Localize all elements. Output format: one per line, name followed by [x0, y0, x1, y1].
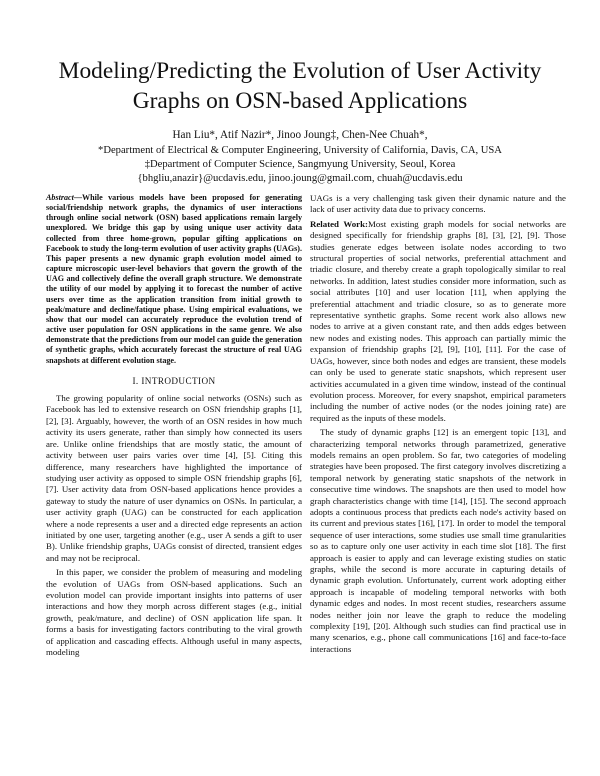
affiliation-ucdavis: *Department of Electrical & Computer Engineering, University of California, Davis, CA, USA [98, 145, 502, 156]
author-emails: {bhgliu,anazir}@ucdavis.edu, jinoo.joung@gmail.com, chuah@ucdavis.edu [137, 173, 463, 184]
right-column [310, 193, 566, 658]
abstract-text: —While various models have been proposed for generating social/friendship network graphs, the dynamics of user interactions through online social network (OSN) based applications remain largely unexplored. We bridge this gap by using unique user activity data collected from three home-grown, popular gifting applications on Facebook to study the long-term evolution of user activity graphs (UAGs). This paper presents a new dynamic graph evolution model aimed to capture microscopic user-level behaviors that govern the growth of the UAG and collectively define the overall graph structure. We demonstrate the utility of our model by applying it to forecast the number of active users over time as the application transition from initial growth to peak/mature and decline/fatique phase. Using empirical evaluations, we show that our model can accurately reproduce the evolution trend of active user population for OSN applications in the same genre. We also demonstrate that the predictions from our model can guide the generation of synthetic graphs, which accurately forecast the structure of real UAG snapshots at different evolution stage. [46, 193, 302, 365]
abstract-label: Abstract [46, 193, 74, 202]
related-work-paragraph [310, 219, 566, 424]
related-work-text: Most existing graph models for social networks are designed specifically for friendship graphs [8], [3], [2], [9]. Those studies generate edges between isolate nodes according to two structural properties of social networks, preferential attachment and triadic closure, and thereby create a graph topologically similar to real networks. In addition, latest studies consider more information, such as social attributes [10] and user location [11], when applying the preferential attachment and triadic closure, so as to generate more representative synthetic graphs. Some recent work also allows new nodes to arrive at a given constant rate, and then adds edges between new nodes and existing nodes. This approach can partially mimic the expansion of friendship graphs [2], [9], [10], [11]. For the case of UAGs, however, since both nodes and edges are transient, these models can only be used to generate static snapshots, which represent user activities accumulated in a given time window, instead of the continual evolution process. Moreover, for every snapshot, empirical parameters including the number of active nodes (or the nodes joining rate) are required as the inputs of these models. [310, 218, 566, 423]
paper-title: Modeling/Predicting the Evolution of User Activity Graphs on OSN-based Applications [58, 58, 542, 114]
related-work-label: Related Work: [310, 218, 368, 229]
intro-paragraph: The growing popularity of online social networks (OSNs) such as Facebook has led to extensive research on OSN friendship graphs [1], [2], [3]. Arguably, however, the worth of an OSN resides in how much activity its users generate, rather than simply how connected its users are. Unlike online friendships that are mostly static, the amount of activity between user pairs varies over time [4], [5]. Citing this difference, many researchers have highlighted the importance of studying user activity as opposed to simple OSN friendship graphs [6], [7]. User activity data from OSN-based applications hence provides a gateway to study the nature of user dynamics on OSNs. In particular, a user activity graph (UAG) can be constructed for each application where a node represents a user and a directed edge represents an action initiated by one user, targeting another (e.g., user A sends a gift to user B). Unlike friendship graphs, UAGs consist of directed, transient edges and may not be reciprocal. [46, 393, 302, 563]
intro-paragraph: In this paper, we consider the problem of measuring and modeling the evolution of UAGs from OSN-based applications. Such an evolution model can provide important insights into patterns of user interactions and how they morph across different stages (e.g., initial growth, peak/mature, and decline) of OSN application life span. It forms a basis for investigating factors contributing to the viral growth of application and cascading effects. Although useful in many aspects, modeling [46, 567, 302, 657]
author-block [30, 128, 570, 186]
abstract [46, 193, 302, 366]
affiliation-sangmyung: ‡Department of Computer Science, Sangmyung University, Seoul, Korea [144, 159, 456, 170]
left-column [46, 193, 302, 661]
author-names: Han Liu*, Atif Nazir*, Jinoo Joung‡, Chen-Nee Chuah*, [172, 129, 428, 141]
section-heading-introduction: I. INTRODUCTION [132, 375, 216, 386]
body-paragraph: UAGs is a very challenging task given their dynamic nature and the lack of user activity data due to privacy concerns. [310, 193, 566, 215]
body-paragraph: The study of dynamic graphs [12] is an emergent topic [13], and characterizing temporal networks through parametrized, generative models remains an open problem. So far, two categories of modeling strategies have been proposed. The first category involves discretizing a temporal network by generating static snapshots of the network in consecutive time windows. The snapshots are then used to model how graph characteristics change with time [14], [15]. The second approach adopts a continuous process that predicts each node's activity based on its current and previous states [16], [17]. In order to model the temporal sequence of user interactions, some studies use small time granularities so as to capture only one user activity in each time slot [18]. The first approach is easier to apply and can leverage existing studies on static graphs, while the second is more accurate in capturing details of dynamic graph evolution. Unfortunately, current work adopting either approach is incapable of modeling temporal networks with both dynamic edges and nodes. In most recent studies, researchers assume nodes neither join nor leave the graph to reduce the modeling complexity [19], [20]. Although such studies can find practical use in many scenarios, e.g., phone call communications [16] and face-to-face interactions [310, 427, 566, 654]
